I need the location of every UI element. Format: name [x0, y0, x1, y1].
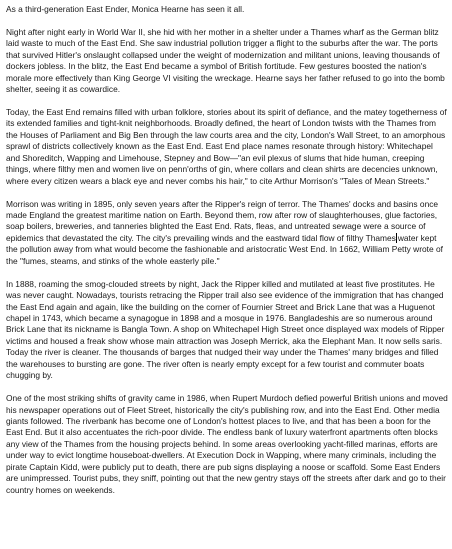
paragraph-morrison-part1: Morrison was writing in 1895, only seven years after the Ripper's reign of terror. The Thames' docks and basins once made England the greatest maritime nation on Earth. Beyond them, row after row of slaughterhouses, glue factories, soap boilers, breweries, and tanneries blighted the East End. Rats, fleas, and untreated sewage were a source of epidemics that devastated the city. The city's prevailing winds and the eastward tidal flow of filthy Thames	[6, 198, 439, 243]
paragraph-wartime: Night after night early in World War II, she hid with her mother in a shelter under a Thames wharf as the German blitz laid waste to much of the East End. She saw industrial pollution trigger a flight to the suburbs after the war. The ports that survived Hitler's onslaught collapsed under the weight of modernization and militant unions, leaving thousands of dockers jobless. In the blitz, the East End became a symbol of British fortitude. Few gestures boosted the nation's morale more effectively than King George VI visiting the wreckage. Hearne says her father refused to go into the bomb shelter, seeing it as cowardice.	[6, 26, 445, 95]
paragraph-ripper: In 1888, roaming the smog-clouded streets by night, Jack the Ripper killed and mutilated at least five prostitutes. He was never caught. Nowadays, tourists retracing the Ripper trail also see evidence of the immigration that has changed the East End again and again, like the building on the corner of Fournier Street and Brick Lane that was a Huguenot chapel in 1743, which became a synagogue in 1898 and a mosque in 1976. Bangladeshis are so numerous around Brick Lane that its nickname is Bangla Town. A shop on Whitechapel High Street once displayed wax models of Ripper victims and housed a freak show whose main attraction was Joseph Merrick, aka the Elephant Man. It now sells saris. Today the river is cleaner. The thousands of barges that nudged their way under the Thames' many bridges and filled the warehouses to bursting are gone. The river often is nearly empty except for a few tourist and commuter boats chugging by.	[6, 278, 445, 381]
document-body[interactable]	[6, 4, 448, 508]
paragraph-murdoch: One of the most striking shifts of gravity came in 1986, when Rupert Murdoch defied powerful British unions and moved his newspaper operations out of Fleet Street, historically the city's publishing row, and into the East End. Other media giants followed. The riverbank has become one of London's hottest places to live, and that has been a boon for the East End. But it also accentuates the rich-poor divide. The endless bank of luxury waterfront apartments often blocks any view of the Thames from the housing projects behind. In some areas overlooking yacht-filled marinas, efforts are under way to evict longtime houseboat-dwellers. At Execution Dock in Wapping, where many criminals, including the pirate Captain Kidd, were publicly put to death, there are pub signs displaying a noose or scaffold. Some East Enders are unimpressed. Tourist pubs, they sniff, pointing out that the new gentry stays off the streets after dark and go to their country homes on weekends.	[6, 393, 448, 495]
paragraph-morrison-part2: water kept the pollution away from what would become the fashionable and aristocratic West End. In 1662, William Petty wrote of the "fumes, steams, and stinks of the whole easterly pile."	[6, 232, 443, 266]
paragraph-morrison	[6, 199, 448, 268]
paragraph-intro: As a third-generation East Ender, Monica Hearne has seen it all.	[6, 4, 245, 14]
paragraph-folklore: Today, the East End remains filled with urban folklore, stories about its spirit of defiance, and the matey togetherness of its extended families and tight-knit neighborhoods. Broadly defined, the heart of London twists with the Thames from the Houses of Parliament and Big Ben through the law courts area and the city, London's Wall Street, to an amorphous sprawl of districts collectively known as the East End. East End place names resonate through history: Whitechapel and Shoreditch, Wapping and Limehouse, Stepney and Bow—"an evil plexus of slums that hide human, creeping things, where filthy men and women live on penn'orths of gin, where collars and clean shirts are decencies unknown, where every citizen wears a black eye and never combs his hair," to cite Arthur Morrison's "Tales of Mean Streets."	[6, 106, 447, 186]
